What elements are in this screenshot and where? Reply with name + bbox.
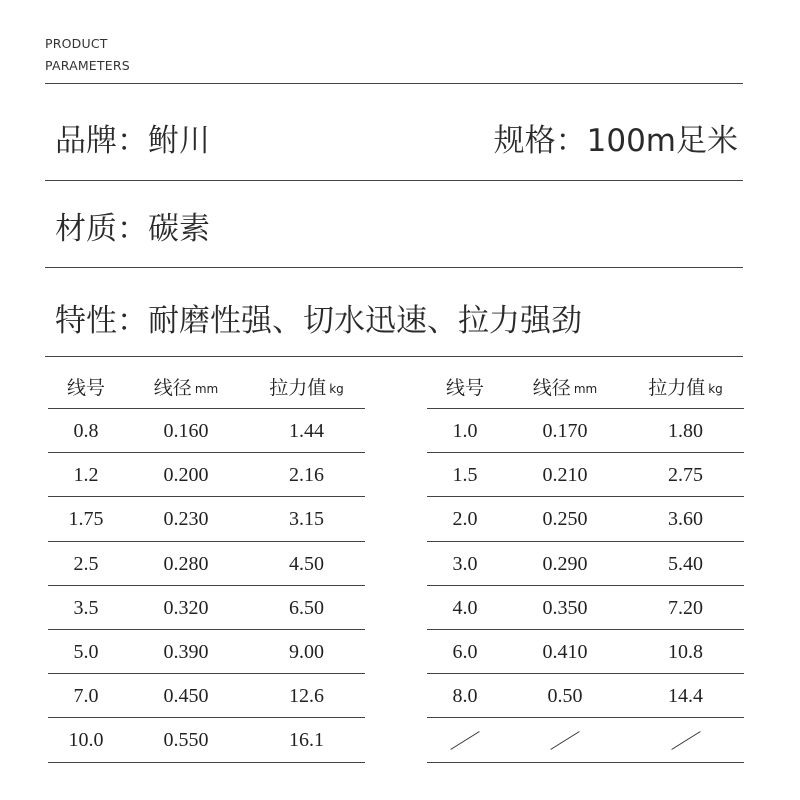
cell-line-no: 10.0 xyxy=(68,729,104,752)
spec-table-left xyxy=(48,364,365,763)
cell-tension: 10.8 xyxy=(668,641,703,664)
cell-diameter: 0.230 xyxy=(163,508,209,531)
divider xyxy=(45,267,743,268)
cell-diameter: 0.350 xyxy=(542,596,588,619)
cell-tension: 3.60 xyxy=(668,508,703,531)
cell-diameter: 0.550 xyxy=(163,729,209,752)
table-row xyxy=(427,453,744,497)
header-diameter: 线径 mm xyxy=(532,376,598,399)
cell-line-no: 2.5 xyxy=(73,552,99,575)
header-diameter: 线径 mm xyxy=(153,376,219,399)
cell-tension: 16.1 xyxy=(289,729,324,752)
cell-tension: 1.44 xyxy=(289,420,324,443)
table-row xyxy=(48,409,365,453)
cell-diameter: 0.170 xyxy=(542,420,588,443)
header-line-2: PARAMETERS xyxy=(45,58,130,73)
empty-slash-mark xyxy=(550,731,579,750)
cell-line-no: 1.0 xyxy=(452,420,478,443)
cell-line-no: 4.0 xyxy=(452,596,478,619)
cell-diameter: 0.320 xyxy=(163,596,209,619)
brand-label: 品牌： xyxy=(55,123,148,159)
table-row xyxy=(48,674,365,718)
cell-tension: 14.4 xyxy=(668,685,703,708)
cell-tension xyxy=(627,718,744,761)
cell-tension: 3.15 xyxy=(289,508,324,531)
header-line-1: PRODUCT xyxy=(45,36,108,51)
spec-value: 100m足米 xyxy=(586,123,738,159)
table-row xyxy=(48,453,365,497)
empty-slash-mark xyxy=(671,731,700,750)
table-row xyxy=(48,586,365,630)
cell-line-no: 1.75 xyxy=(68,508,104,531)
cell-line-no: 2.0 xyxy=(452,508,478,531)
cell-line-no: 5.0 xyxy=(73,641,99,664)
table-row xyxy=(427,409,744,453)
spec-table-right xyxy=(427,364,744,763)
divider xyxy=(45,83,743,84)
cell-line-no: 0.8 xyxy=(73,420,99,443)
table-row xyxy=(427,718,744,762)
feature-value: 耐磨性强、切水迅速、拉力强劲 xyxy=(148,303,582,339)
material-label: 材质： xyxy=(55,211,148,247)
table-header-row xyxy=(427,364,744,409)
cell-diameter: 0.290 xyxy=(542,552,588,575)
header-tension: 拉力值 kg xyxy=(648,376,723,399)
cell-tension: 7.20 xyxy=(668,596,703,619)
table-row xyxy=(427,674,744,718)
cell-line-no: 1.5 xyxy=(452,464,478,487)
cell-tension: 2.75 xyxy=(668,464,703,487)
spec-label: 规格： xyxy=(493,123,587,159)
material-value: 碳素 xyxy=(148,211,210,247)
brand-value: 鲋川 xyxy=(148,123,210,159)
table-body-right xyxy=(427,409,744,763)
table-row xyxy=(427,497,744,541)
table-row xyxy=(48,542,365,586)
table-row xyxy=(48,718,365,762)
cell-line-no xyxy=(427,718,503,761)
cell-diameter: 0.450 xyxy=(163,685,209,708)
table-row xyxy=(427,542,744,586)
cell-diameter: 0.210 xyxy=(542,464,588,487)
header-line-no: 线号 xyxy=(66,376,105,399)
table-row xyxy=(48,630,365,674)
cell-tension: 6.50 xyxy=(289,596,324,619)
cell-diameter: 0.50 xyxy=(547,685,583,708)
cell-diameter: 0.200 xyxy=(163,464,209,487)
feature-label: 特性： xyxy=(55,303,148,339)
cell-diameter: 0.390 xyxy=(163,641,209,664)
table-body-left xyxy=(48,409,365,763)
cell-line-no: 1.2 xyxy=(73,464,99,487)
cell-tension: 2.16 xyxy=(289,464,324,487)
cell-tension: 9.00 xyxy=(289,641,324,664)
cell-line-no: 3.5 xyxy=(73,596,99,619)
table-row xyxy=(427,586,744,630)
cell-diameter xyxy=(503,718,627,761)
cell-diameter: 0.280 xyxy=(163,552,209,575)
cell-line-no: 7.0 xyxy=(73,685,99,708)
section-header xyxy=(45,33,130,77)
divider xyxy=(45,356,743,357)
feature-param xyxy=(55,295,582,340)
cell-line-no: 6.0 xyxy=(452,641,478,664)
brand-param xyxy=(55,115,210,160)
cell-diameter: 0.250 xyxy=(542,508,588,531)
cell-line-no: 3.0 xyxy=(452,552,478,575)
header-line-no: 线号 xyxy=(445,376,484,399)
cell-diameter: 0.160 xyxy=(163,420,209,443)
cell-tension: 4.50 xyxy=(289,552,324,575)
divider xyxy=(45,180,743,181)
table-header-row xyxy=(48,364,365,409)
table-row xyxy=(48,497,365,541)
cell-tension: 1.80 xyxy=(668,420,703,443)
material-param xyxy=(55,203,210,248)
table-row xyxy=(427,630,744,674)
cell-tension: 5.40 xyxy=(668,552,703,575)
cell-tension: 12.6 xyxy=(289,685,324,708)
cell-diameter: 0.410 xyxy=(542,641,588,664)
empty-slash-mark xyxy=(450,731,479,750)
cell-line-no: 8.0 xyxy=(452,685,478,708)
header-tension: 拉力值 kg xyxy=(269,376,344,399)
spec-param xyxy=(494,115,738,160)
